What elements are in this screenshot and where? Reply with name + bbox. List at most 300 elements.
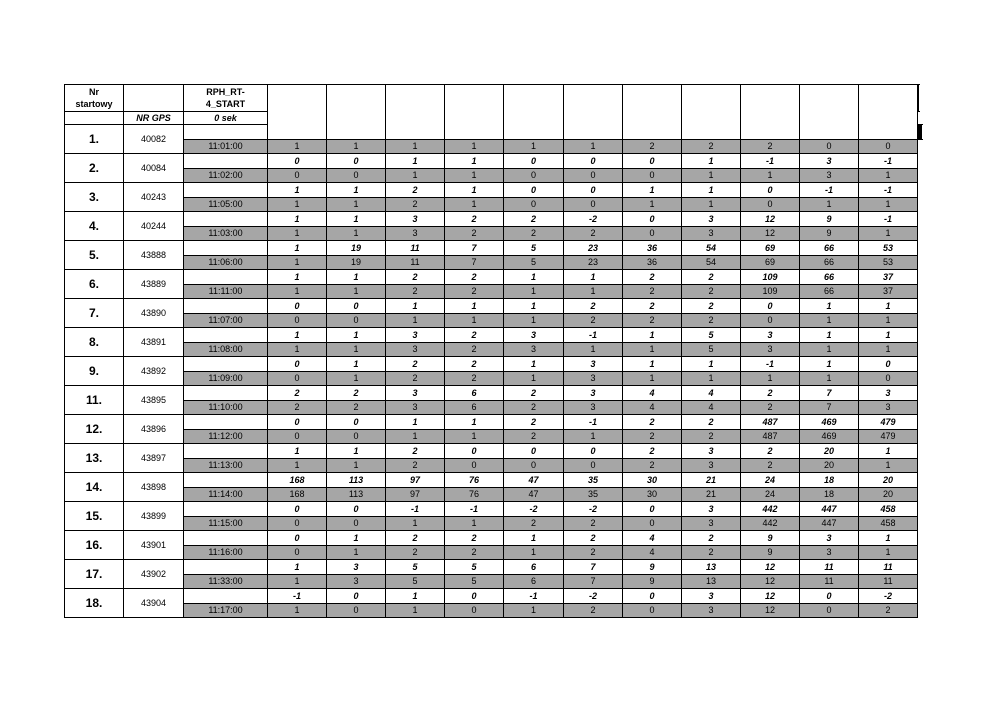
checkpoint-abs-value: 1 — [623, 342, 682, 357]
start-time: 11:16:00 — [184, 545, 268, 560]
checkpoint-diff-value: 12 — [741, 589, 800, 604]
checkpoint-diff-value: 2 — [445, 212, 504, 227]
checkpoint-abs-value: 447 — [800, 516, 859, 531]
start-time: 11:05:00 — [184, 197, 268, 212]
checkpoint-abs-value: 2 — [623, 458, 682, 473]
checkpoint-abs-value: 469 — [800, 429, 859, 444]
table-row — [65, 458, 922, 473]
checkpoint-abs-value: 1 — [504, 545, 564, 560]
checkpoint-header-6 — [564, 85, 623, 140]
checkpoint-abs-value: 21 — [682, 487, 741, 502]
checkpoint-diff-value: 23 — [564, 241, 623, 256]
checkpoint-abs-value: 3 — [504, 342, 564, 357]
checkpoint-diff-value: 2 — [327, 386, 386, 401]
checkpoint-abs-value: 1 — [800, 313, 859, 328]
start-time-spacer — [184, 299, 268, 314]
checkpoint-diff-value: -1 — [859, 183, 918, 198]
checkpoint-abs-value: 1 — [327, 545, 386, 560]
checkpoint-diff-value: 12 — [741, 560, 800, 575]
checkpoint-diff-value: 69 — [741, 241, 800, 256]
table-row — [65, 371, 922, 386]
checkpoint-abs-value: 1 — [327, 458, 386, 473]
checkpoint-abs-value: 2 — [623, 139, 682, 154]
checkpoint-diff-value: 2 — [623, 270, 682, 285]
checkpoint-diff-value: 0 — [623, 502, 682, 517]
start-number: 14. — [65, 473, 124, 502]
checkpoint-abs-value: 1 — [800, 342, 859, 357]
checkpoint-header-4 — [445, 85, 504, 140]
checkpoint-diff-value: 0 — [741, 183, 800, 198]
checkpoint-diff-value: 2 — [741, 386, 800, 401]
checkpoint-abs-value: 13 — [682, 574, 741, 589]
checkpoint-abs-value: 1 — [504, 139, 564, 154]
checkpoint-diff-value: 1 — [327, 531, 386, 546]
checkpoint-diff-value: 1 — [327, 357, 386, 372]
checkpoint-diff-value: 442 — [741, 502, 800, 517]
checkpoint-abs-value: 0 — [800, 139, 859, 154]
checkpoint-abs-value: 2 — [504, 429, 564, 444]
start-number: 16. — [65, 531, 124, 560]
checkpoint-diff-value: 21 — [682, 473, 741, 488]
checkpoint-abs-value: 2 — [859, 603, 918, 618]
checkpoint-abs-value: 1 — [859, 458, 918, 473]
checkpoint-abs-value: 2 — [564, 603, 623, 618]
checkpoint-diff-value: 2 — [741, 444, 800, 459]
checkpoint-abs-value: 2 — [741, 400, 800, 415]
table-row — [65, 197, 922, 212]
checkpoint-diff-value: 1 — [268, 183, 327, 198]
start-time: 11:13:00 — [184, 458, 268, 473]
checkpoint-abs-value: 1 — [504, 284, 564, 299]
checkpoint-diff-value: 3 — [682, 212, 741, 227]
checkpoint-diff-value: 0 — [268, 531, 327, 546]
start-time-spacer — [184, 270, 268, 285]
start-number: 17. — [65, 560, 124, 589]
checkpoint-abs-value: 2 — [445, 371, 504, 386]
checkpoint-abs-value: 2 — [564, 226, 623, 241]
checkpoint-abs-value: 7 — [564, 574, 623, 589]
checkpoint-diff-value: 30 — [623, 473, 682, 488]
checkpoint-abs-value: 1 — [445, 313, 504, 328]
checkpoint-abs-value: 1 — [623, 197, 682, 212]
checkpoint-diff-value: 458 — [859, 502, 918, 517]
checkpoint-abs-value: 2 — [682, 139, 741, 154]
checkpoint-abs-value: 1 — [800, 371, 859, 386]
checkpoint-abs-value: 1 — [327, 284, 386, 299]
checkpoint-abs-value: 458 — [859, 516, 918, 531]
checkpoint-abs-value: 12 — [741, 603, 800, 618]
checkpoint-abs-value: 2 — [682, 545, 741, 560]
checkpoint-diff-value: 0 — [564, 444, 623, 459]
gps-number: 43901 — [124, 531, 184, 560]
checkpoint-abs-value: 0 — [623, 226, 682, 241]
checkpoint-abs-value: 4 — [623, 545, 682, 560]
table-row — [65, 444, 922, 459]
checkpoint-abs-value: 1 — [682, 371, 741, 386]
checkpoint-diff-value: 1 — [623, 328, 682, 343]
checkpoint-abs-value: 2 — [386, 545, 445, 560]
start-time: 11:03:00 — [184, 226, 268, 241]
checkpoint-diff-value: 1 — [327, 183, 386, 198]
checkpoint-abs-value: 12 — [741, 574, 800, 589]
results-table — [64, 84, 922, 618]
checkpoint-abs-value: 113 — [327, 487, 386, 502]
checkpoint-abs-value: 1 — [445, 516, 504, 531]
checkpoint-abs-value: 1 — [859, 313, 918, 328]
checkpoint-abs-value: 1 — [800, 197, 859, 212]
checkpoint-diff-value: 2 — [268, 386, 327, 401]
checkpoint-diff-value: 1 — [445, 299, 504, 314]
checkpoint-diff-value: 37 — [859, 270, 918, 285]
checkpoint-abs-value: 6 — [445, 400, 504, 415]
checkpoint-diff-value: 3 — [386, 386, 445, 401]
checkpoint-abs-value: 1 — [859, 168, 918, 183]
checkpoint-diff-value: 3 — [386, 212, 445, 227]
checkpoint-abs-value: 1 — [623, 371, 682, 386]
checkpoint-diff-value: 66 — [800, 241, 859, 256]
start-time-spacer — [184, 560, 268, 575]
checkpoint-diff-value: 0 — [623, 589, 682, 604]
checkpoint-abs-value: 1 — [741, 168, 800, 183]
checkpoint-abs-value: 0 — [564, 197, 623, 212]
checkpoint-abs-value: 487 — [741, 429, 800, 444]
checkpoint-abs-value: 1 — [859, 545, 918, 560]
checkpoint-diff-value: 1 — [682, 357, 741, 372]
checkpoint-abs-value: 0 — [445, 458, 504, 473]
start-time-spacer — [184, 415, 268, 430]
checkpoint-abs-value: 0 — [800, 603, 859, 618]
table-row — [65, 168, 922, 183]
checkpoint-diff-value: 1 — [623, 357, 682, 372]
checkpoint-diff-value: 3 — [564, 357, 623, 372]
checkpoint-diff-value: 3 — [741, 328, 800, 343]
checkpoint-diff-value: 1 — [327, 328, 386, 343]
checkpoint-abs-value: 3 — [386, 400, 445, 415]
checkpoint-diff-value: 7 — [800, 386, 859, 401]
checkpoint-abs-value: 2 — [741, 139, 800, 154]
checkpoint-abs-value: 2 — [327, 400, 386, 415]
checkpoint-abs-value: 0 — [623, 168, 682, 183]
checkpoint-diff-value: 19 — [327, 241, 386, 256]
checkpoint-diff-value: 1 — [268, 212, 327, 227]
checkpoint-abs-value: 9 — [623, 574, 682, 589]
checkpoint-diff-value: 0 — [504, 444, 564, 459]
gps-number: 43899 — [124, 502, 184, 531]
checkpoint-abs-value: 2 — [445, 545, 504, 560]
checkpoint-diff-value: 11 — [386, 241, 445, 256]
table-row — [65, 328, 922, 343]
checkpoint-abs-value: 5 — [682, 342, 741, 357]
checkpoint-diff-value: 4 — [682, 386, 741, 401]
checkpoint-diff-value: 97 — [386, 473, 445, 488]
checkpoint-diff-value: 2 — [504, 386, 564, 401]
checkpoint-abs-value: 5 — [386, 574, 445, 589]
table-row — [65, 212, 922, 227]
checkpoint-abs-value: 1 — [504, 603, 564, 618]
start-time: 11:11:00 — [184, 284, 268, 299]
start-time: 11:17:00 — [184, 603, 268, 618]
start-time-spacer — [184, 502, 268, 517]
checkpoint-diff-value: 0 — [268, 299, 327, 314]
checkpoint-abs-value: 0 — [859, 139, 918, 154]
checkpoint-abs-value: 3 — [741, 342, 800, 357]
checkpoint-abs-value: 1 — [386, 168, 445, 183]
checkpoint-diff-value: 1 — [682, 183, 741, 198]
checkpoint-diff-value: 5 — [682, 328, 741, 343]
checkpoint-diff-value: 2 — [386, 357, 445, 372]
checkpoint-abs-value: 3 — [386, 342, 445, 357]
checkpoint-diff-value: 1 — [800, 299, 859, 314]
checkpoint-abs-value: 1 — [504, 371, 564, 386]
checkpoint-diff-value: 20 — [859, 473, 918, 488]
checkpoint-diff-value: 1 — [386, 154, 445, 169]
checkpoint-diff-value: 11 — [859, 560, 918, 575]
checkpoint-diff-value: -2 — [564, 502, 623, 517]
checkpoint-diff-value: 7 — [564, 560, 623, 575]
table-row — [65, 531, 922, 546]
gps-number: 43902 — [124, 560, 184, 589]
checkpoint-abs-value: 2 — [623, 313, 682, 328]
start-time: 11:09:00 — [184, 371, 268, 386]
checkpoint-diff-value: 2 — [682, 270, 741, 285]
checkpoint-abs-value: 2 — [386, 284, 445, 299]
checkpoint-diff-value: -2 — [859, 589, 918, 604]
checkpoint-diff-value: 1 — [859, 299, 918, 314]
checkpoint-abs-value: 1 — [682, 168, 741, 183]
gps-number: 43888 — [124, 241, 184, 270]
checkpoint-diff-value: 3 — [564, 386, 623, 401]
table-row — [65, 473, 922, 488]
start-number: 6. — [65, 270, 124, 299]
checkpoint-abs-value: 0 — [445, 603, 504, 618]
checkpoint-abs-value: 1 — [445, 139, 504, 154]
checkpoint-diff-value: 0 — [623, 212, 682, 227]
checkpoint-abs-value: 1 — [564, 429, 623, 444]
checkpoint-diff-value: 4 — [623, 531, 682, 546]
checkpoint-abs-value: 0 — [741, 197, 800, 212]
checkpoint-diff-value: 1 — [327, 270, 386, 285]
checkpoint-header-11 — [859, 85, 918, 140]
checkpoint-diff-value: 0 — [564, 183, 623, 198]
table-row — [65, 560, 922, 575]
checkpoint-abs-value: 2 — [504, 400, 564, 415]
start-time-spacer — [184, 589, 268, 604]
checkpoint-abs-value: 1 — [682, 197, 741, 212]
checkpoint-abs-value: 1 — [564, 342, 623, 357]
checkpoint-header-7 — [623, 85, 682, 140]
checkpoint-diff-value: 2 — [564, 531, 623, 546]
checkpoint-abs-value: 0 — [268, 168, 327, 183]
checkpoint-diff-value: -2 — [564, 589, 623, 604]
checkpoint-abs-value: 2 — [682, 313, 741, 328]
checkpoint-diff-value: 35 — [564, 473, 623, 488]
checkpoint-diff-value: 11 — [800, 560, 859, 575]
checkpoint-abs-value: 20 — [800, 458, 859, 473]
table-row — [65, 415, 922, 430]
checkpoint-abs-value: 1 — [741, 371, 800, 386]
checkpoint-abs-value: 0 — [268, 313, 327, 328]
checkpoint-abs-value: 2 — [268, 400, 327, 415]
checkpoint-abs-value: 1 — [386, 313, 445, 328]
checkpoint-abs-value: 1 — [327, 342, 386, 357]
checkpoint-diff-value: 2 — [386, 270, 445, 285]
checkpoint-abs-value: 4 — [623, 400, 682, 415]
gps-number: 40084 — [124, 154, 184, 183]
start-time: 11:01:00 — [184, 139, 268, 154]
checkpoint-header-3 — [386, 85, 445, 140]
checkpoint-abs-value: 3 — [682, 458, 741, 473]
checkpoint-abs-value: 1 — [268, 284, 327, 299]
checkpoint-diff-value: 2 — [445, 357, 504, 372]
checkpoint-abs-value: 30 — [623, 487, 682, 502]
checkpoint-diff-value: 0 — [564, 154, 623, 169]
checkpoint-abs-value: 1 — [386, 516, 445, 531]
checkpoint-diff-value: 3 — [386, 328, 445, 343]
checkpoint-abs-value: 6 — [504, 574, 564, 589]
checkpoint-diff-value: 479 — [859, 415, 918, 430]
gps-number: 43891 — [124, 328, 184, 357]
checkpoint-diff-value: -1 — [859, 212, 918, 227]
checkpoint-diff-value: 0 — [327, 589, 386, 604]
checkpoint-abs-value: 2 — [445, 284, 504, 299]
checkpoint-abs-value: 2 — [504, 516, 564, 531]
checkpoint-diff-value: 2 — [623, 299, 682, 314]
start-time: 11:33:00 — [184, 574, 268, 589]
checkpoint-abs-value: 0 — [623, 516, 682, 531]
checkpoint-diff-value: 2 — [386, 183, 445, 198]
checkpoint-diff-value: 2 — [623, 444, 682, 459]
table-row — [65, 299, 922, 314]
checkpoint-diff-value: 1 — [682, 154, 741, 169]
start-time-spacer — [184, 444, 268, 459]
table-row — [65, 429, 922, 444]
checkpoint-diff-value: 3 — [327, 560, 386, 575]
checkpoint-abs-value: 11 — [859, 574, 918, 589]
checkpoint-diff-value: 1 — [445, 415, 504, 430]
nr-startowy-header — [65, 85, 124, 112]
checkpoint-diff-value: 1 — [504, 531, 564, 546]
checkpoint-abs-value: 11 — [800, 574, 859, 589]
checkpoint-abs-value: 3 — [564, 371, 623, 386]
checkpoint-diff-value: 0 — [623, 154, 682, 169]
checkpoint-diff-value: 1 — [504, 270, 564, 285]
checkpoint-abs-value: 1 — [268, 603, 327, 618]
checkpoint-diff-value: 1 — [445, 183, 504, 198]
checkpoint-header-1 — [268, 85, 327, 140]
checkpoint-abs-value: 3 — [327, 574, 386, 589]
table-row — [65, 516, 922, 531]
checkpoint-abs-value: 1 — [268, 226, 327, 241]
start-number: 7. — [65, 299, 124, 328]
checkpoint-diff-value: 0 — [741, 299, 800, 314]
checkpoint-diff-value: 3 — [682, 589, 741, 604]
start-number: 18. — [65, 589, 124, 618]
start-number: 3. — [65, 183, 124, 212]
checkpoint-abs-value: 2 — [564, 516, 623, 531]
checkpoint-diff-value: 1 — [564, 270, 623, 285]
start-time: 11:08:00 — [184, 342, 268, 357]
checkpoint-diff-value: 1 — [268, 241, 327, 256]
checkpoint-abs-value: 442 — [741, 516, 800, 531]
start-time: 11:15:00 — [184, 516, 268, 531]
checkpoint-abs-value: 0 — [327, 168, 386, 183]
start-number: 11. — [65, 386, 124, 415]
checkpoint-abs-value: 4 — [682, 400, 741, 415]
checkpoint-diff-value: 469 — [800, 415, 859, 430]
checkpoint-diff-value: 0 — [859, 357, 918, 372]
checkpoint-diff-value: 487 — [741, 415, 800, 430]
checkpoint-diff-value: 1 — [268, 444, 327, 459]
checkpoint-abs-value: 3 — [564, 400, 623, 415]
checkpoint-diff-value: -1 — [445, 502, 504, 517]
checkpoint-abs-value: 36 — [623, 255, 682, 270]
checkpoint-abs-value: 76 — [445, 487, 504, 502]
table-row — [65, 183, 922, 198]
start-time-spacer — [184, 154, 268, 169]
checkpoint-diff-value: 1 — [504, 299, 564, 314]
checkpoint-abs-value: 3 — [682, 226, 741, 241]
checkpoint-diff-value: 3 — [504, 328, 564, 343]
start-number: 12. — [65, 415, 124, 444]
checkpoint-diff-value: 1 — [859, 444, 918, 459]
checkpoint-diff-value: 2 — [445, 270, 504, 285]
table-row — [65, 313, 922, 328]
checkpoint-diff-value: 5 — [504, 241, 564, 256]
checkpoint-diff-value: 6 — [504, 560, 564, 575]
nr-label-line1: Nr — [88, 87, 99, 97]
checkpoint-diff-value: 54 — [682, 241, 741, 256]
checkpoint-diff-value: 13 — [682, 560, 741, 575]
checkpoint-abs-value: 2 — [741, 458, 800, 473]
checkpoint-abs-value: 1 — [564, 139, 623, 154]
checkpoint-abs-value: 5 — [504, 255, 564, 270]
checkpoint-diff-value: 1 — [327, 444, 386, 459]
checkpoint-abs-value: 47 — [504, 487, 564, 502]
nr-header-spacer-2 — [65, 112, 124, 125]
gps-number: 43897 — [124, 444, 184, 473]
checkpoint-header-8 — [682, 85, 741, 140]
checkpoint-diff-value: 1 — [800, 328, 859, 343]
table-row — [65, 400, 922, 415]
checkpoint-abs-value: 97 — [386, 487, 445, 502]
checkpoint-abs-value: 2 — [504, 226, 564, 241]
checkpoint-abs-value: 1 — [386, 429, 445, 444]
checkpoint-abs-value: 0 — [268, 429, 327, 444]
start-time: 11:06:00 — [184, 255, 268, 270]
checkpoint-diff-value: 2 — [564, 299, 623, 314]
start-label-line2: 4_START — [205, 99, 246, 109]
start-number: 13. — [65, 444, 124, 473]
start-time-spacer — [184, 328, 268, 343]
nr-label-line2: startowy — [75, 99, 113, 109]
checkpoint-diff-value: 2 — [623, 415, 682, 430]
checkpoint-abs-value: 1 — [268, 139, 327, 154]
checkpoint-abs-value: 1 — [327, 226, 386, 241]
gps-number: 40243 — [124, 183, 184, 212]
checkpoint-diff-value: 0 — [327, 502, 386, 517]
checkpoint-diff-value: 9 — [800, 212, 859, 227]
start-number: 15. — [65, 502, 124, 531]
checkpoint-diff-value: 20 — [800, 444, 859, 459]
checkpoint-abs-value: 2 — [564, 545, 623, 560]
checkpoint-diff-value: 3 — [800, 531, 859, 546]
checkpoint-diff-value: 24 — [741, 473, 800, 488]
checkpoint-abs-value: 2 — [445, 342, 504, 357]
start-time: 11:12:00 — [184, 429, 268, 444]
checkpoint-abs-value: 1 — [327, 371, 386, 386]
checkpoint-diff-value: -1 — [386, 502, 445, 517]
checkpoint-abs-value: 1 — [504, 313, 564, 328]
